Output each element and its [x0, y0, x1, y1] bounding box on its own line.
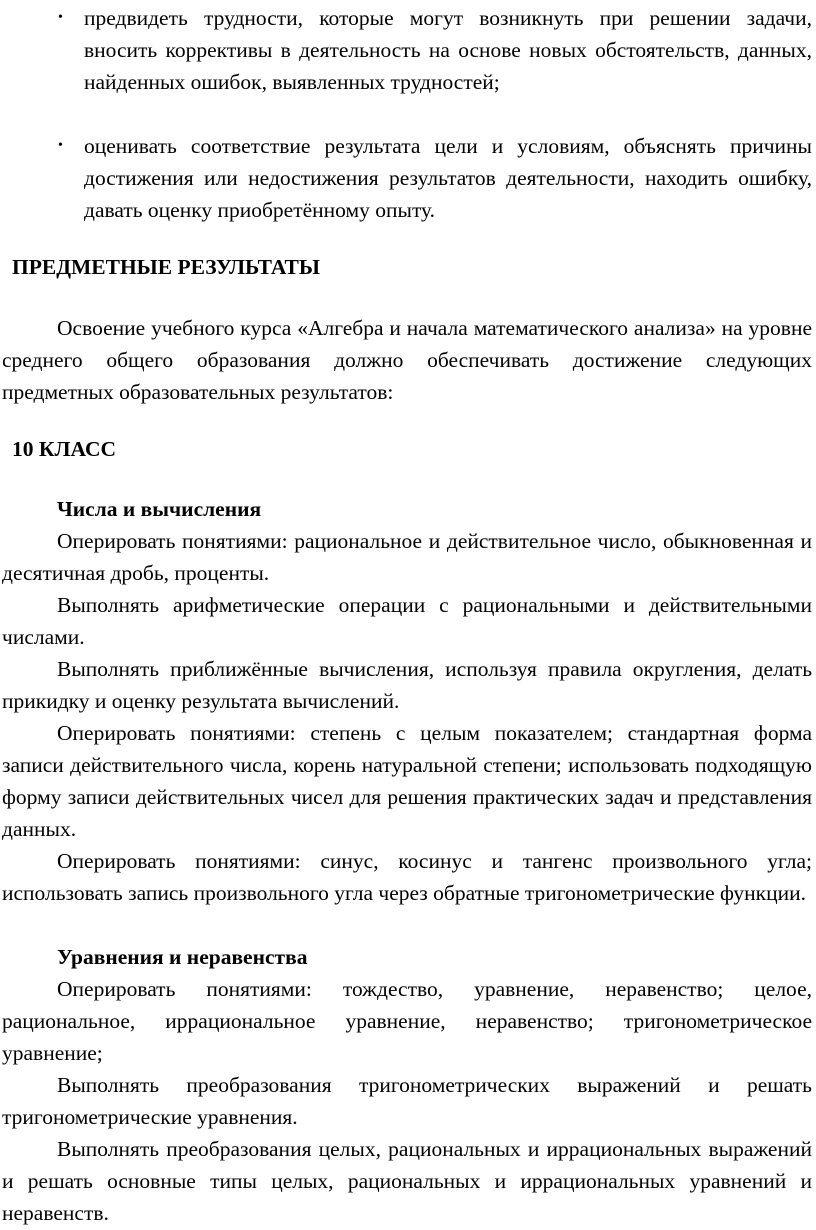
- section-heading: ПРЕДМЕТНЫЕ РЕЗУЛЬТАТЫ: [12, 255, 320, 279]
- topic-paragraph: Выполнять преобразования тригонометрических выражений и решать тригонометрические уравнения.: [2, 1073, 812, 1129]
- bullet-item: оценивать соответствие результата цели и условиям, объяснять причины достижения или недостижения результатов деятельности, находить ошибку, давать оценку приобретённому опыту.: [84, 134, 812, 222]
- topic-paragraph: Оперировать понятиями: рациональное и действительное число, обыкновенная и десятичная дробь, проценты.: [2, 529, 812, 585]
- bullet-icon: •: [58, 138, 63, 153]
- topic-title: Уравнения и неравенства: [57, 945, 308, 969]
- topic-paragraph: Оперировать понятиями: тождество, уравнение, неравенство; целое, рациональное, иррациональное уравнение, неравенство; тригонометрическое уравнение;: [2, 977, 812, 1065]
- topic-title: Числа и вычисления: [57, 497, 262, 521]
- intro-paragraph: Освоение учебного курса «Алгебра и начала математического анализа» на уровне среднего общего образования должно обеспечивать достижение следующих предметных образовательных результатов:: [2, 316, 812, 404]
- bullet-icon: •: [58, 10, 63, 25]
- grade-heading: 10 КЛАСС: [12, 437, 116, 461]
- topic-paragraph: Выполнять приближённые вычисления, используя правила округления, делать прикидку и оценку результата вычислений.: [2, 657, 812, 713]
- topic-paragraph: Оперировать понятиями: степень с целым показателем; стандартная форма записи действительного числа, корень натуральной степени; использовать подходящую форму записи действительных чисел для решения практических задач и представления данных.: [2, 721, 812, 841]
- topic-paragraph: Оперировать понятиями: синус, косинус и тангенс произвольного угла; использовать запись произвольного угла через обратные тригонометрические функции.: [2, 849, 812, 905]
- topic-paragraph: Выполнять арифметические операции с рациональными и действительными числами.: [2, 593, 812, 649]
- bullet-item: предвидеть трудности, которые могут возникнуть при решении задачи, вносить коррективы в деятельность на основе новых обстоятельств, данных, найденных ошибок, выявленных трудностей;: [84, 6, 812, 94]
- topic-paragraph: Выполнять преобразования целых, рациональных и иррациональных выражений и решать основные типы целых, рациональных и иррациональных уравнений и неравенств.: [2, 1137, 812, 1225]
